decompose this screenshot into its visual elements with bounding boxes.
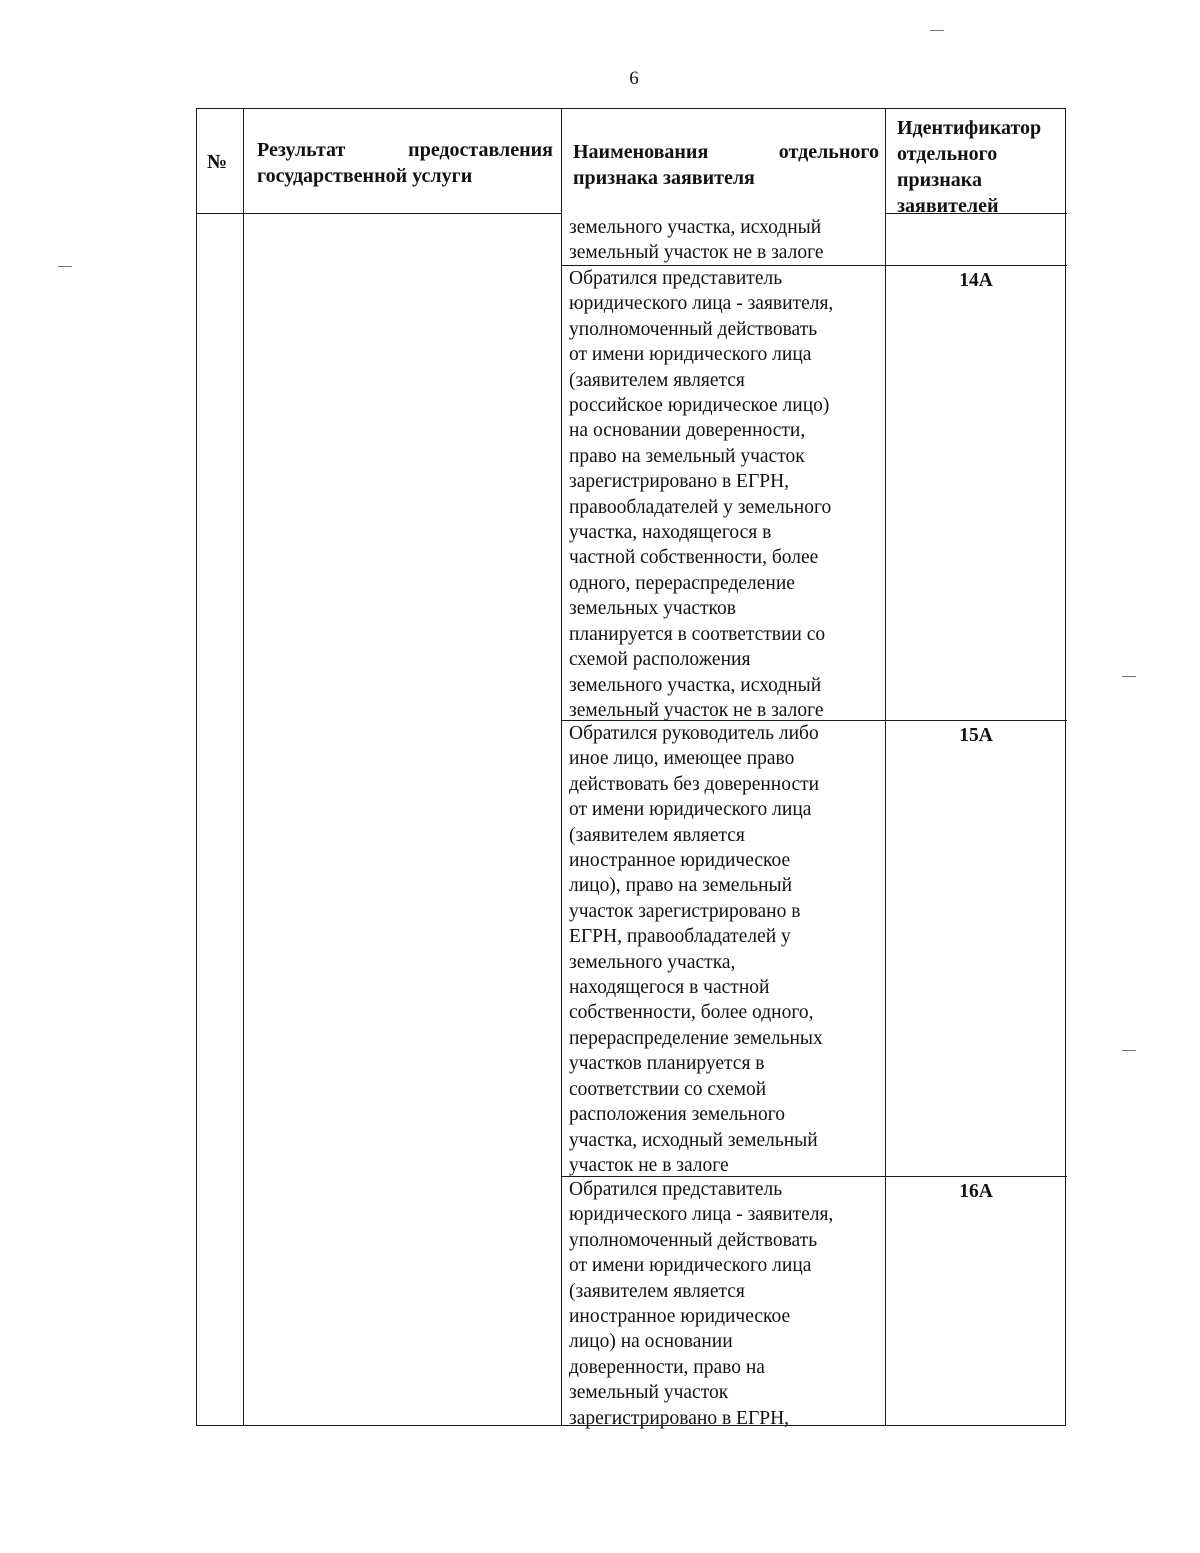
applicant-criteria-table (196, 108, 1066, 1429)
header-border (197, 213, 243, 214)
criterion-text: земельного участка, исходный земельный участок не в залоге (569, 217, 824, 264)
criterion-code: 14А (959, 270, 993, 291)
page-number: 6 (629, 68, 639, 89)
criterion-text: Обратился руководитель либо иное лицо, имеющее право действовать без доверенности от имени юридического лица (заявителем является иностранное юридическое лицо), право на земельный участок зарегистрировано в ЕГРН, правообладателей у земельного участка, находящегося в частной собственности, более одного, перераспределение земельных участков планируется в соответствии со схемой расположения земельного участка, исходный земельный участок не в залоге (569, 723, 823, 1176)
header-name-line2: признака заявителя (573, 167, 755, 189)
criterion-text: Обратился представитель юридического лица - заявителя, уполномоченный действовать от имени юридического лица (заявителем является иностранное юридическое лицо) на основании доверенности, право на земельный участок зарегистрировано в ЕГРН, (569, 1179, 834, 1429)
header-criterion-name (573, 139, 879, 191)
criterion-text: Обратился представитель юридического лица - заявителя, уполномоченный действовать от имени юридического лица (заявителем является российское юридическое лицо) на основании доверенности, право на земельный участок зарегистрировано в ЕГРН, правообладателей у земельного участка, находящегося в частной собственности, более одного, перераспределение земельных участков планируется в соответствии со схемой расположения земельного участка, исходный земельный участок не в залоге (569, 268, 834, 721)
scan-artifact (58, 266, 72, 267)
column-divider (885, 109, 886, 1425)
header-border (243, 213, 561, 214)
column-divider (243, 109, 244, 1425)
scan-artifact (1122, 1050, 1136, 1051)
criterion-code: 16А (959, 1181, 993, 1202)
header-number: № (207, 151, 228, 173)
header-name-word2: отдельного (778, 141, 879, 163)
header-result-word2: предоставления (408, 139, 553, 161)
header-name-word1: Наименования (573, 141, 709, 163)
header-result-line2: государственной услуги (257, 165, 473, 187)
header-result (257, 137, 553, 189)
scan-artifact (1122, 676, 1136, 677)
scan-artifact (930, 30, 944, 31)
header-result-word1: Результат (257, 139, 346, 161)
column-divider (561, 109, 562, 1425)
criterion-code: 15А (959, 725, 993, 746)
header-identifier: Идентификатор отдельного признака заявителей (897, 117, 1042, 217)
